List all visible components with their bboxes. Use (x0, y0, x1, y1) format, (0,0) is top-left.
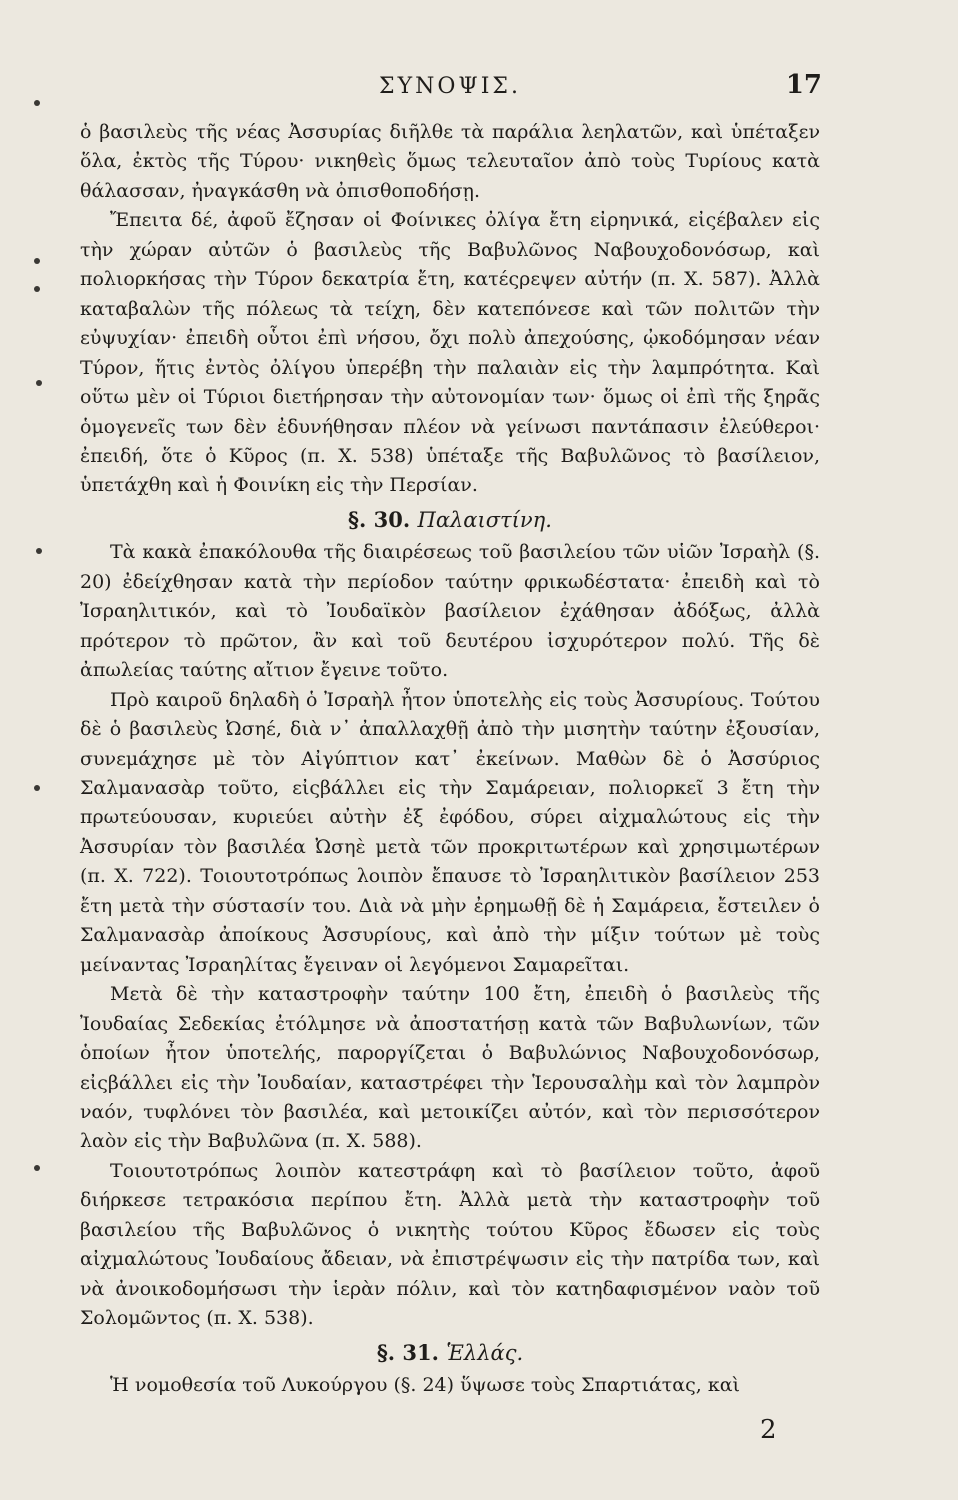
margin-speck (34, 1165, 40, 1171)
section-heading-31 (80, 1338, 820, 1368)
paragraph: Μετὰ δὲ τὴν καταστροφὴν ταύτην 100 ἔτη, ἐπειδὴ ὁ βασιλεὺς τῆς Ἰουδαίας Σεδεκίας ἐτόλμησε νὰ ἀποστατήσῃ κατὰ τῶν Βαβυλωνίων, τῶν ὁποίων ἦτον ὑποτελής, παροργίζεται ὁ Βαβυλώνιος Ναβουχοδονόσωρ, εἰςβάλλει εἰς τὴν Ἰουδαίαν, καταστρέφει τὴν Ἱερουσαλὴμ καὶ τὸν λαμπρὸν ναόν, τυφλόνει τὸν βασιλέα, καὶ μετοικίζει αὐτόν, καὶ τὸν περισσότερον λαὸν εἰς τὴν Βαβυλῶνα (π. Χ. 588). (80, 983, 820, 1153)
signature-mark: 2 (760, 1415, 777, 1445)
margin-speck (34, 286, 40, 292)
paragraph-continued: ὁ βασιλεὺς τῆς νέας Ἀσσυρίας διῆλθε τὰ παράλια λεηλατῶν, καὶ ὑπέταξεν ὅλα, ἐκτὸς τῆς Τύρου· νικηθεὶς ὅμως τελευταῖον ἀπὸ τοὺς Τυρίους κατὰ θάλασσαν, ἠναγκάσθη νὰ ὀπισθοποδήσῃ. (80, 121, 820, 202)
margin-speck (34, 258, 40, 264)
page-header (80, 68, 820, 108)
paragraph: Ἡ νομοθεσία τοῦ Λυκούργου (§. 24) ὕψωσε τοὺς Σπαρτιάτας, καὶ (110, 1374, 740, 1397)
paragraph: Ἔπειτα δέ, ἀφοῦ ἔζησαν οἱ Φοίνικες ὀλίγα ἔτη εἰρηνικά, εἰςέβαλεν εἰς τὴν χώραν αὐτῶν ὁ βασιλεὺς τῆς Βαβυλῶνος Ναβουχοδονόσωρ, καὶ πολιορκήσας τὴν Τύρον δεκατρία ἔτη, κατέςρεψεν αὐτήν (π. Χ. 587). Ἀλλὰ καταβαλὼν τῆς πόλεως τὰ τείχη, δὲν κατεπόνεσε καὶ τῶν πολιτῶν τὴν εὐψυχίαν· ἐπειδὴ οὗτοι ἐπὶ νήσου, ὄχι πολὺ ἀπεχούσης, ᾠκοδόμησαν νέαν Τύρον, ἥτις ἐντὸς ὀλίγου ὑπερέβη τὴν παλαιὰν εἰς τὴν λαμπρότητα. Καὶ οὕτω μὲν οἱ Τύριοι διετήρησαν τὴν αὐτονομίαν των· ὅμως οἱ ἐπὶ τῆς ξηρᾶς ὁμογενεῖς των δὲν ἐδυνήθησαν πλέον νὰ γείνωσι παντάπασιν ἐλεύθεροι· ἐπειδή, ὅτε ὁ Κῦρος (π. Χ. 538) ὑπέταξε τῆς Βαβυλῶνος τὸ βασίλειον, ὑπετάχθη καὶ ἡ Φοινίκη εἰς τὴν Περσίαν. (80, 209, 820, 497)
margin-speck (34, 785, 40, 791)
paragraph: Πρὸ καιροῦ δηλαδὴ ὁ Ἰσραὴλ ἦτον ὑποτελὴς εἰς τοὺς Ἀσσυρίους. Τούτου δὲ ὁ βασιλεὺς Ὠσηέ, διὰ ν᾽ ἀπαλλαχθῇ ἀπὸ τὴν μισητὴν ταύτην ἐξουσίαν, συνεμάχησε μὲ τὸν Αἰγύπτιον κατ᾽ ἐκείνων. Μαθὼν δὲ ὁ Ἀσσύριος Σαλμανασὰρ τοῦτο, εἰςβάλλει εἰς τὴν Σαμάρειαν, πολιορκεῖ 3 ἔτη τὴν πρωτεύουσαν, κυριεύει αὐτὴν ἐξ ἐφόδου, σύρει αἰχμαλώτους εἰς τὴν Ἀσσυρίαν τὸν βασιλέα Ὠσηὲ μετὰ τῶν προκριτωτέρων καὶ χρησιμωτέρων (π. Χ. 722). Τοιουτοτρόπως λοιπὸν ἔπαυσε τὸ Ἰσραηλιτικὸν βασίλειον 253 ἔτη μετὰ τὴν σύστασίν του. Διὰ νὰ μὴν ἐρημωθῇ δὲ ἡ Σαμάρεια, ἔστειλεν ὁ Σαλμανασὰρ ἀποίκους Ἀσσυρίους, καὶ ἀπὸ τὴν μίξιν τούτων μὲ τοὺς μείναντας Ἰσραηλίτας ἔγειναν οἱ λεγόμενοι Σαμαρεῖται. (80, 688, 820, 976)
running-title: ΣΥΝΟΨΙΣ. (379, 74, 521, 99)
main-text (80, 118, 820, 1400)
page-number: 17 (785, 70, 822, 100)
section-title: Παλαιστίνη. (417, 507, 552, 532)
section-heading-30 (80, 505, 820, 535)
margin-speck (34, 100, 40, 106)
section-number: §. 31. (376, 1339, 439, 1365)
section-number: §. 30. (348, 506, 411, 532)
margin-speck (36, 380, 42, 386)
paragraph: Τὰ κακὰ ἐπακόλουθα τῆς διαιρέσεως τοῦ βασιλείου τῶν υἱῶν Ἰσραὴλ (§. 20) ἐδείχθησαν κατὰ τὴν περίοδον ταύτην φρικωδέστατα· ἐπειδὴ καὶ τὸ Ἰσραηλιτικόν, καὶ τὸ Ἰουδαϊκὸν βασίλειον ἐχάθησαν ἀδόξως, ἀλλὰ πρότερον τὸ πρῶτον, ἂν καὶ τοῦ δευτέρου ἰσχυρότερον πολύ. Τῆς δὲ ἀπωλείας ταύτης αἴτιον ἔγεινε τοῦτο. (80, 541, 820, 682)
margin-speck (36, 548, 42, 554)
paragraph: Τοιουτοτρόπως λοιπὸν κατεστράφη καὶ τὸ βασίλειον τοῦτο, ἀφοῦ διήρκεσε τετρακόσια περίπου ἔτη. Ἀλλὰ μετὰ τὴν καταστροφὴν τοῦ βασιλείου τῆς Βαβυλῶνος ὁ νικητὴς τούτου Κῦρος ἔδωσεν εἰς τοὺς αἰχμαλώτους Ἰουδαίους ἄδειαν, νὰ ἐπιστρέψωσιν εἰς τὴν πατρίδα των, καὶ νὰ ἀνοικοδομήσωσι τὴν ἱερὰν πόλιν, καὶ τὸν κατηδαφισμένον ναὸν τοῦ Σολομῶντος (π. Χ. 538). (80, 1159, 820, 1330)
section-title: Ἑλλάς. (446, 1340, 524, 1365)
